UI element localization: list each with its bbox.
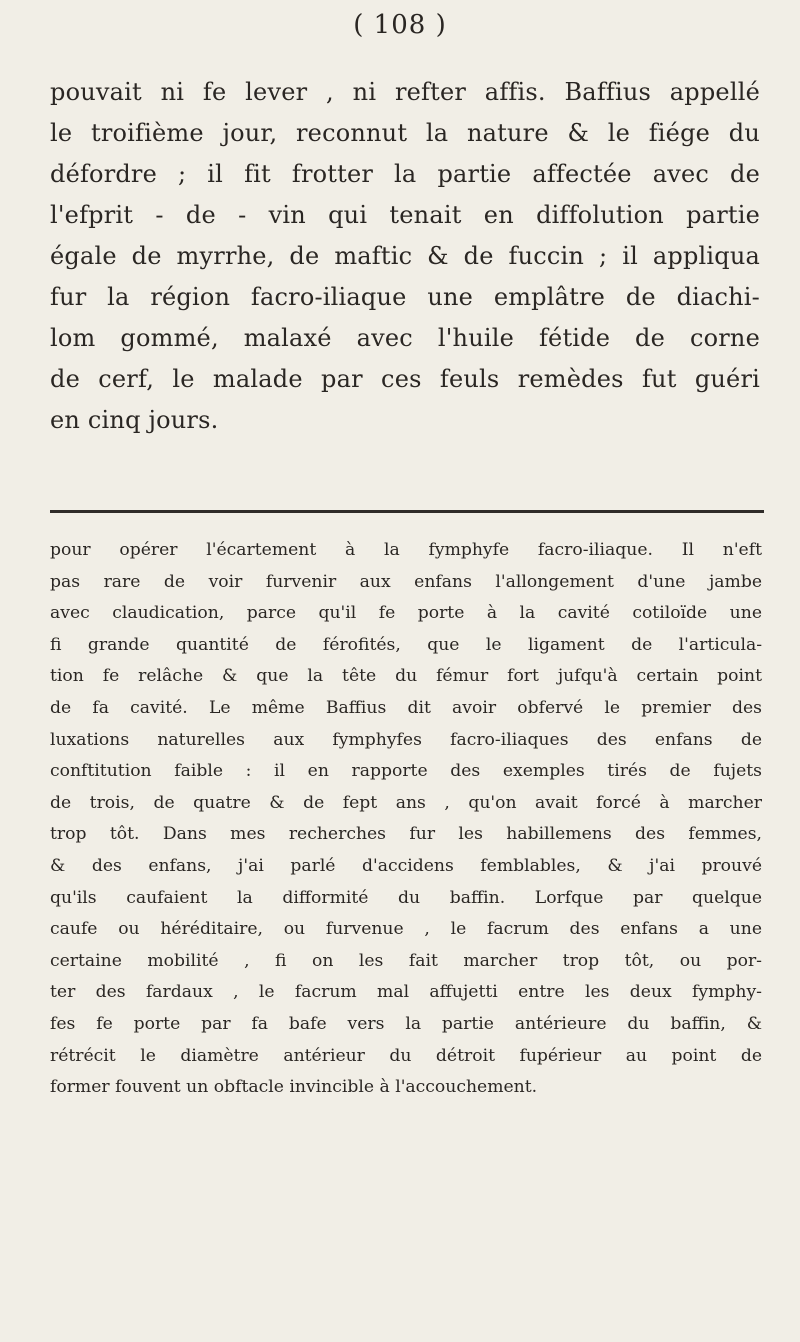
footnote-line: trop tôt. Dans mes recherches fur les habillemens des femmes, [50, 824, 762, 845]
text-line: en cinq jours. [50, 406, 219, 434]
footnote-line: ter des fardaux , le facrum mal affujetti entre les deux fymphy- [50, 982, 762, 1003]
footnote-line: fes fe porte par fa bafe vers la partie antérieure du baffin, & [50, 1013, 762, 1034]
text-line: pouvait ni fe lever , ni refter affis. Baffius appellé [50, 78, 760, 106]
text-line: l'efprit - de - vin qui tenait en diffolution partie [50, 201, 760, 229]
footnote-line: de trois, de quatre & de fept ans , qu'on avait forcé à marcher [50, 792, 762, 813]
footnote-line: conftitution faible : il en rapporte des exemples tirés de fujets [50, 761, 762, 782]
footnote [50, 535, 762, 1104]
footnote-line: certaine mobilité , fi on les fait marcher trop tôt, ou por- [50, 950, 762, 971]
footnote-line: avec claudication, parce qu'il fe porte à la cavité cotiloïde une [50, 603, 762, 624]
text-line: égale de myrrhe, de maftic & de fuccin ; il appliqua [50, 242, 760, 270]
text-line: de cerf, le malade par ces feuls remèdes fut guéri [50, 365, 760, 393]
footnote-line: rétrécit le diamètre antérieur du détroit fupérieur au point de [50, 1045, 762, 1066]
text-line: défordre ; il fit frotter la partie affectée avec de [50, 160, 760, 188]
footnote-line: caufe ou héréditaire, ou furvenue , le facrum des enfans a une [50, 919, 762, 940]
footnote-divider [50, 510, 764, 513]
footnote-line: former fouvent un obftacle invincible à l'accouchement. [50, 1077, 538, 1098]
footnote-line: fi grande quantité de férofités, que le ligament de l'articula- [50, 634, 762, 655]
text-line: fur la région facro-iliaque une emplâtre de diachi- [50, 283, 760, 311]
footnote-line: pour opérer l'écartement à la fymphyfe facro-iliaque. Il n'eft [50, 540, 762, 560]
footnote-line: pas rare de voir furvenir aux enfans l'allongement d'une jambe [50, 571, 762, 592]
footnote-line: qu'ils caufaient la difformité du baffin. Lorfque par quelque [50, 887, 762, 908]
footnote-line: & des enfans, j'ai parlé d'accidens femblables, & j'ai prouvé [50, 855, 762, 876]
text-line: lom gommé, malaxé avec l'huile fétide de corne [50, 324, 760, 352]
footnote-line: de fa cavité. Le même Baffius dit avoir obfervé le premier des [50, 697, 762, 718]
page-number: ( 108 ) [353, 10, 447, 40]
footnote-line: luxations naturelles aux fymphyfes facro-iliaques des enfans de [50, 729, 762, 750]
main-text [50, 72, 760, 441]
text-line: le troifième jour, reconnut la nature & le fiége du [50, 119, 760, 147]
footnote-line: tion fe relâche & que la tête du fémur fort jufqu'à certain point [50, 666, 762, 687]
